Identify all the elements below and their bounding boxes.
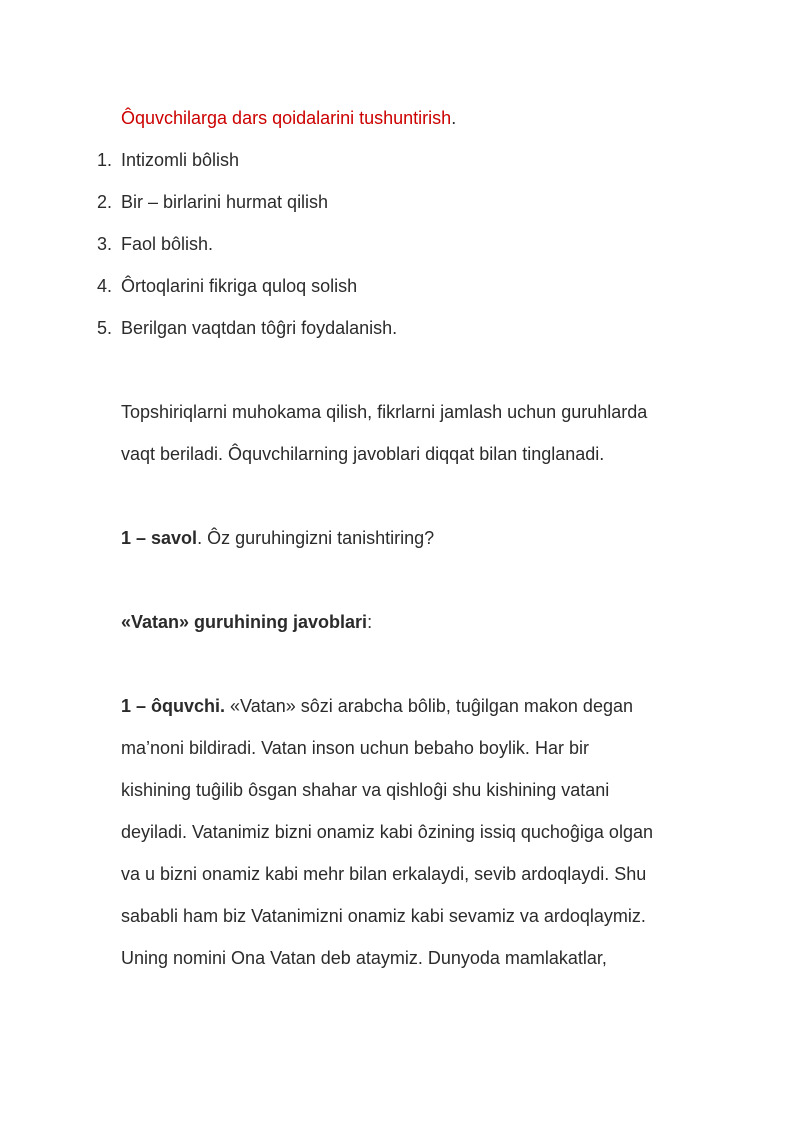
list-item-number: 3. [97,234,113,254]
heading-period: . [451,108,457,128]
lesson-rules-heading [121,107,456,129]
paragraph-line: kishining tuĝilib ôsgan shahar va qishloĝi shu kishining vatani [121,780,610,800]
list-item-number: 4. [97,276,113,296]
paragraph-line: sababli ham biz Vatanimizni onamiz kabi sevamiz va ardoqlaymiz. [121,906,646,926]
list-item-text: Intizomli bôlish [121,150,240,170]
list-item-text: Faol bôlish. [121,234,214,254]
paragraph-line: Uning nomini Ona Vatan deb ataymiz. Dunyoda mamlakatlar, [121,948,607,968]
heading-text: Ôquvchilarga dars qoidalarini tushuntirish [121,108,452,128]
answer-first-line: «Vatan» sôzi arabcha bôlib, tuĝilgan makon degan [225,696,633,716]
group-label: «Vatan» guruhining javoblari [121,612,368,632]
question-line [121,527,434,549]
list-item-text: Bir – birlarini hurmat qilish [121,192,329,212]
paragraph-line: vaqt beriladi. Ôquvchilarning javoblari diqqat bilan tinglanadi. [121,444,605,464]
list-item-number: 5. [97,318,113,338]
list-item-text: Berilgan vaqtdan tôĝri foydalanish. [121,318,398,338]
paragraph-line: va u bizni onamiz kabi mehr bilan erkalaydi, sevib ardoqlaydi. Shu [121,864,647,884]
group-answers-heading [121,611,372,633]
paragraph-line: Topshiriqlarni muhokama qilish, fikrlarni jamlash uchun guruhlarda [121,402,648,422]
list-item-number: 1. [97,150,113,170]
question-label: 1 – savol [121,528,198,548]
answer-label: 1 – ôquvchi. [121,696,226,716]
paragraph-line: ma’noni bildiradi. Vatan inson uchun bebaho boylik. Har bir [121,738,589,758]
question-text: . Ôz guruhingizni tanishtiring? [197,528,435,548]
list-item-text: Ôrtoqlarini fikriga quloq solish [121,276,358,296]
list-item-number: 2. [97,192,113,212]
paragraph-line [121,695,633,717]
paragraph-line: deyiladi. Vatanimiz bizni onamiz kabi ôzining issiq quchoĝiga olgan [121,822,653,842]
group-label-suffix: : [367,612,373,632]
